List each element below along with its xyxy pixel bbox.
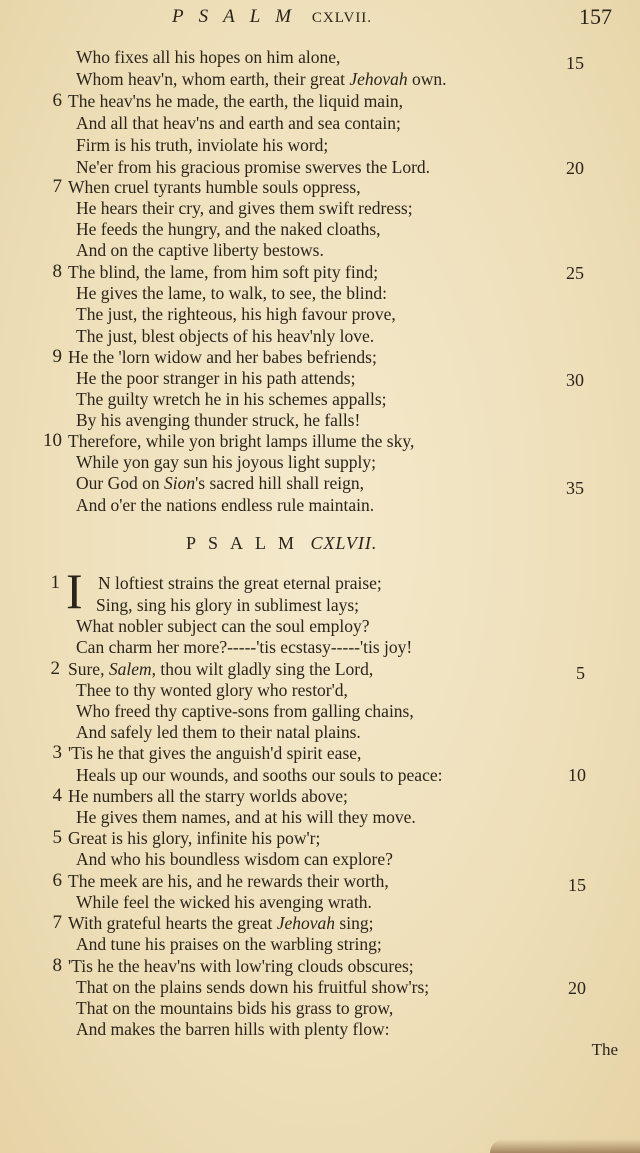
verse-line: And makes the barren hills with plenty flow: <box>76 1019 390 1039</box>
page-number: 157 <box>579 4 612 29</box>
verse-line: While yon gay sun his joyous light supply; <box>76 452 376 472</box>
running-head-numeral: CXLVII. <box>311 10 373 26</box>
verse-line: And o'er the nations endless rule maintain. <box>76 495 375 515</box>
verse-line: 'Tis he the heav'ns with low'ring clouds obscures; <box>68 956 414 976</box>
verse-line: While feel the wicked his avenging wrath. <box>76 892 372 912</box>
page-edge-stain <box>490 1139 640 1153</box>
stanza-number: 1 <box>50 572 60 593</box>
section-title-numeral: CXLVII. <box>310 533 378 553</box>
line-number: 15 <box>568 875 586 895</box>
stanza-number: 2 <box>50 658 60 679</box>
verse-line: When cruel tyrants humble souls oppress, <box>68 177 361 197</box>
verse-line: That on the plains sends down his fruitful show'rs; <box>76 977 430 997</box>
verse-line: The meek are his, and he rewards their worth, <box>68 871 389 891</box>
verse-line: And tune his praises on the warbling string; <box>76 934 382 954</box>
verse-line: Whom heav'n, whom earth, their great Jehovah own. <box>76 69 447 89</box>
stanza-number: 6 <box>52 90 62 111</box>
stanza-number: 7 <box>52 176 62 197</box>
line-number: 30 <box>566 370 584 390</box>
verse-line: What nobler subject can the soul employ? <box>76 616 370 636</box>
stanza-number: 8 <box>52 955 62 976</box>
verse-line: He hears their cry, and gives them swift redress; <box>76 198 413 218</box>
verse-line: With grateful hearts the great Jehovah sing; <box>68 913 374 933</box>
verse-line: By his avenging thunder struck, he falls! <box>76 410 361 430</box>
verse-line: And who his boundless wisdom can explore? <box>76 849 393 869</box>
running-head-psalm: PSALM <box>172 6 307 27</box>
verse-line: And safely led them to their natal plains. <box>76 722 361 742</box>
stanza-number: 3 <box>52 742 62 763</box>
verse-line: Heals up our wounds, and sooths our souls to peace: <box>76 765 443 785</box>
stanza-number: 10 <box>43 430 62 451</box>
verse-line: The heav'ns he made, the earth, the liquid main, <box>68 91 404 111</box>
line-number: 15 <box>566 53 584 73</box>
verse-line: Who fixes all his hopes on him alone, <box>76 47 341 67</box>
verse-line: Thee to thy wonted glory who restor'd, <box>76 680 348 700</box>
verse-line: And all that heav'ns and earth and sea contain; <box>76 113 401 133</box>
line-number: 20 <box>566 158 584 178</box>
line-number: 20 <box>568 978 586 998</box>
verse-line: N loftiest strains the great eternal praise; <box>98 573 382 593</box>
verse-line: He numbers all the starry worlds above; <box>68 786 348 806</box>
stanza-number: 8 <box>52 261 62 282</box>
line-number: 5 <box>576 663 585 683</box>
verse-line: He the poor stranger in his path attends; <box>76 368 356 388</box>
verse-line: Great is his glory, infinite his pow'r; <box>68 828 321 848</box>
verse-line: The just, blest objects of his heav'nly love. <box>76 326 375 346</box>
line-number: 25 <box>566 263 584 283</box>
stanza-number: 7 <box>52 912 62 933</box>
verse-line: Ne'er from his gracious promise swerves the Lord. <box>76 157 431 177</box>
section-title-psalm: PSALM <box>186 533 307 553</box>
line-number: 35 <box>566 478 584 498</box>
stanza-number: 9 <box>52 346 62 367</box>
verse-line: Sing, sing his glory in sublimest lays; <box>96 595 360 615</box>
verse-line: He feeds the hungry, and the naked cloaths, <box>76 219 381 239</box>
catchword: The <box>591 1040 618 1059</box>
drop-cap: I <box>66 563 83 619</box>
line-number: 10 <box>568 765 586 785</box>
verse-line: That on the mountains bids his grass to grow, <box>76 998 394 1018</box>
verse-line: The just, the righteous, his high favour prove, <box>76 304 396 324</box>
verse-line: He gives the lame, to walk, to see, the blind: <box>76 283 388 303</box>
verse-line: Who freed thy captive-sons from galling chains, <box>76 701 414 721</box>
stanza-number: 6 <box>52 870 62 891</box>
running-head <box>172 6 372 28</box>
verse-line: He the 'lorn widow and her babes befriends; <box>68 347 377 367</box>
verse-line: The guilty wretch he in his schemes appalls; <box>76 389 387 409</box>
verse-line: He gives them names, and at his will they move. <box>76 807 416 827</box>
stanza-number: 4 <box>52 785 62 806</box>
stanza-number: 5 <box>52 827 62 848</box>
section-title <box>186 531 377 555</box>
verse-line: Can charm her more?-----'tis ecstasy-----'tis joy! <box>76 637 413 657</box>
verse-line: The blind, the lame, from him soft pity find; <box>68 262 379 282</box>
verse-line: Firm is his truth, inviolate his word; <box>76 135 329 155</box>
verse-line: 'Tis he that gives the anguish'd spirit ease, <box>68 743 362 763</box>
verse-line: And on the captive liberty bestows. <box>76 240 324 260</box>
verse-line: Therefore, while yon bright lamps illume the sky, <box>68 431 415 451</box>
verse-line: Sure, Salem, thou wilt gladly sing the Lord, <box>68 659 374 679</box>
verse-line: Our God on Sion's sacred hill shall reign, <box>76 473 364 493</box>
